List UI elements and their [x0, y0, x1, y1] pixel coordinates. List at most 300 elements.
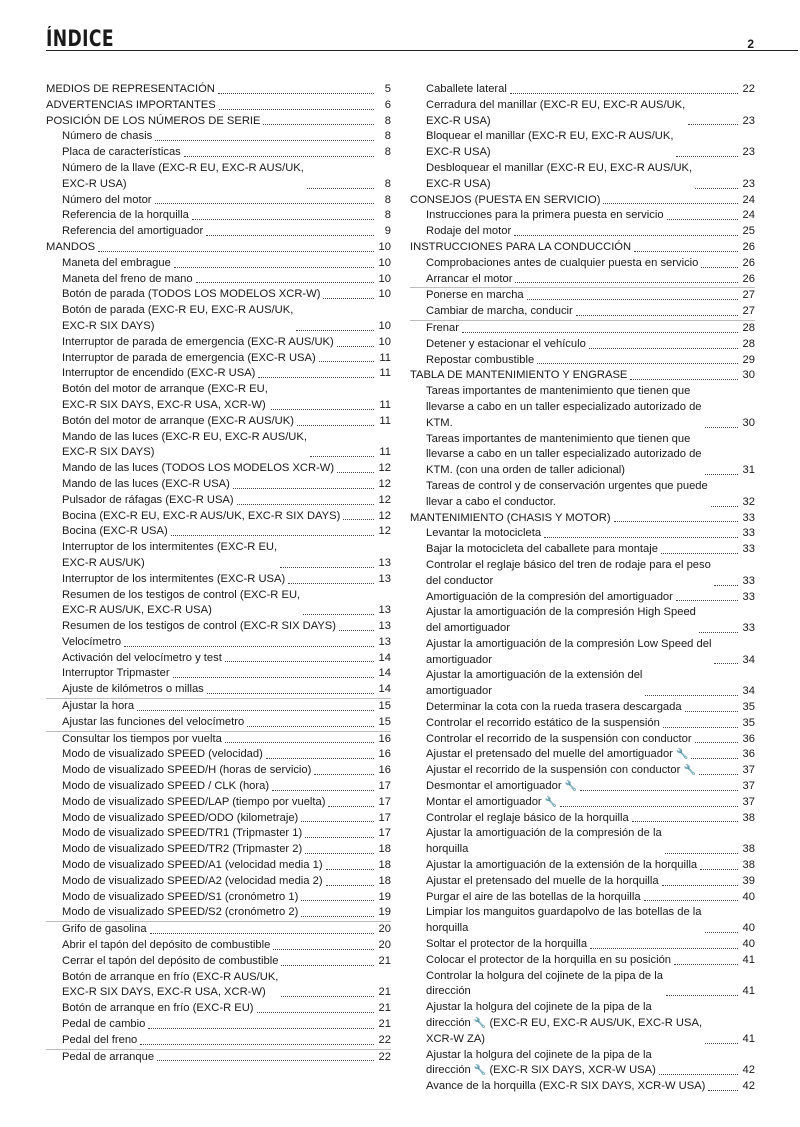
- toc-entry-text: Interruptor Tripmaster: [62, 667, 170, 680]
- toc-entry-text: Ajustar la amortiguación de la compresión de la horquilla: [426, 827, 662, 856]
- toc-entry-page-number: 6: [384, 98, 391, 111]
- toc-entry[interactable]: [46, 224, 391, 240]
- toc-entry-label: [62, 1033, 137, 1049]
- toc-entry[interactable]: [410, 590, 755, 606]
- toc-entry[interactable]: [410, 287, 755, 304]
- toc-entry[interactable]: [46, 351, 391, 367]
- dot-leader: [661, 552, 738, 554]
- toc-entry-text: Controlar el reglaje básico del tren de rodaje para el peso del conductor: [426, 558, 711, 587]
- toc-entry-label: [62, 715, 244, 731]
- toc-entry-page-number: 24: [742, 193, 755, 206]
- toc-entry-text: Interruptor de encendido (EXC-R USA): [62, 367, 256, 380]
- toc-entry[interactable]: [410, 747, 755, 763]
- toc-entry-label: [62, 779, 269, 795]
- toc-entry-label: [426, 1079, 705, 1095]
- dot-leader: [192, 218, 374, 220]
- toc-entry-label: [62, 382, 268, 414]
- toc-entry-page-number: 33: [742, 574, 755, 587]
- toc-entry-label: [62, 366, 255, 382]
- toc-entry-page-number: 26: [742, 256, 755, 269]
- dot-leader: [326, 884, 374, 886]
- toc-entry-text: Pedal de arranque: [62, 1050, 155, 1063]
- toc-entry-page-number: 17: [378, 795, 391, 808]
- toc-entry[interactable]: [46, 698, 391, 715]
- toc-entry[interactable]: [46, 208, 391, 224]
- toc-entry-label: [62, 272, 193, 288]
- toc-entry[interactable]: [410, 716, 755, 732]
- toc-entry[interactable]: [410, 937, 755, 953]
- dot-leader: [173, 676, 374, 678]
- toc-entry[interactable]: [46, 779, 391, 795]
- toc-entry[interactable]: [46, 842, 391, 858]
- toc-entry-page-number: 11: [379, 367, 391, 380]
- toc-entry-label: [426, 668, 642, 700]
- toc-entry-label: [426, 874, 659, 890]
- dot-leader: [301, 899, 374, 901]
- dot-leader: [667, 218, 738, 220]
- toc-entry[interactable]: [410, 858, 755, 874]
- toc-entry[interactable]: [46, 811, 391, 827]
- dot-leader: [301, 820, 374, 822]
- toc-entry-label: [62, 699, 134, 715]
- dot-leader: [196, 281, 374, 283]
- toc-entry-page-number: 37: [742, 780, 755, 793]
- toc-entry-label: [426, 890, 641, 906]
- toc-entry-page-number: 17: [378, 811, 391, 824]
- dot-leader: [337, 471, 374, 473]
- toc-entry-label: [410, 511, 611, 527]
- toc-entry[interactable]: [410, 432, 755, 479]
- toc-entry[interactable]: [410, 637, 755, 669]
- toc-section-entry[interactable]: [410, 240, 755, 256]
- toc-entry[interactable]: [410, 795, 755, 811]
- toc-entry[interactable]: [46, 366, 391, 382]
- toc-entry-page-number: 12: [378, 462, 391, 475]
- toc-entry[interactable]: [46, 763, 391, 779]
- toc-entry-label: [426, 605, 696, 637]
- toc-entry-page-number: 31: [742, 464, 755, 477]
- toc-entry[interactable]: [46, 890, 391, 906]
- toc-entry-page-number: 10: [378, 335, 391, 348]
- toc-entry[interactable]: [46, 938, 391, 954]
- toc-section-entry[interactable]: [46, 240, 391, 256]
- toc-entry-label: [426, 432, 702, 479]
- toc-entry-text: INSTRUCCIONES PARA LA CONDUCCIÓN: [410, 240, 632, 253]
- dot-leader: [305, 852, 374, 854]
- dot-leader: [576, 314, 738, 316]
- toc-entry[interactable]: [46, 430, 391, 462]
- toc-entry-page-number: 16: [378, 748, 391, 761]
- toc-entry[interactable]: [46, 747, 391, 763]
- toc-entry-page-number: 22: [378, 1050, 391, 1063]
- dot-leader: [630, 378, 738, 380]
- toc-entry[interactable]: [46, 129, 391, 145]
- toc-entry-label: [426, 304, 573, 320]
- toc-entry[interactable]: [46, 493, 391, 509]
- toc-entry[interactable]: [410, 304, 755, 320]
- toc-entry-page-number: 8: [384, 193, 391, 206]
- toc-entry-page-number: 16: [378, 764, 391, 777]
- toc-entry-page-number: 22: [378, 1033, 391, 1046]
- toc-entry-text: Cerradura del manillar (EXC-R EU, EXC-R AUS/UK, EXC-R USA): [426, 98, 686, 127]
- toc-entry-text: Cerrar el tapón del depósito de combustible: [62, 954, 279, 967]
- toc-entry[interactable]: [410, 1079, 755, 1095]
- toc-entry[interactable]: [410, 905, 755, 937]
- toc-entry-label: [62, 858, 323, 874]
- toc-entry-page-number: 15: [378, 700, 391, 713]
- toc-entry-page-number: 21: [378, 954, 391, 967]
- toc-section-entry[interactable]: [410, 368, 755, 384]
- toc-entry-label: [62, 335, 334, 351]
- dot-leader: [590, 947, 738, 949]
- toc-entry-label: [62, 256, 171, 272]
- toc-entry-page-number: 41: [742, 953, 755, 966]
- toc-entry-text: Ajustar el pretensado del muelle de la horquilla: [426, 874, 659, 887]
- toc-entry-text: Controlar el recorrido de la suspensión con conductor: [426, 732, 692, 745]
- toc-entry-page-number: 11: [379, 446, 391, 459]
- toc-entry-text: Caballete lateral: [426, 83, 507, 95]
- toc-entry-text: Maneta del embrague: [62, 256, 171, 269]
- toc-entry-page-number: 14: [378, 667, 391, 680]
- toc-entry[interactable]: [410, 161, 755, 193]
- toc-entry-label: [62, 635, 121, 651]
- toc-entry-page-number: 14: [378, 683, 391, 696]
- toc-entry-page-number: 40: [742, 922, 755, 935]
- toc-entry[interactable]: [410, 82, 755, 98]
- toc-entry-page-number: 35: [742, 701, 755, 714]
- toc-entry[interactable]: [410, 1000, 755, 1047]
- toc-entry-text: Modo de visualizado SPEED/TR2 (Tripmaster 2): [62, 843, 303, 856]
- dot-leader: [705, 426, 738, 428]
- toc-entry[interactable]: [46, 795, 391, 811]
- toc-entry-page-number: 23: [742, 114, 755, 127]
- toc-entry-label: [426, 208, 664, 224]
- toc-entry-text: Tareas importantes de mantenimiento que tienen que llevarse a cabo en un taller especializado autorizado de KTM. (con una orden de taller adicional): [426, 432, 702, 477]
- dot-leader: [701, 266, 738, 268]
- toc-entry-label: [426, 129, 673, 161]
- toc-entry-page-number: 32: [742, 495, 755, 508]
- toc-entry[interactable]: [46, 1001, 391, 1017]
- toc-entry-page-number: 33: [742, 527, 755, 540]
- toc-entry[interactable]: [410, 353, 755, 369]
- toc-entry-text: TABLA DE MANTENIMIENTO Y ENGRASE: [410, 369, 628, 382]
- toc-entry-page-number: 10: [378, 256, 391, 269]
- toc-entry[interactable]: [46, 287, 391, 303]
- toc-entry[interactable]: [410, 479, 755, 511]
- toc-entry-text: Modo de visualizado SPEED (velocidad): [62, 748, 263, 761]
- toc-entry[interactable]: [46, 572, 391, 588]
- toc-entry[interactable]: [46, 382, 391, 414]
- toc-entry-label: [426, 747, 688, 763]
- toc-entry[interactable]: [410, 953, 755, 969]
- dot-leader: [272, 789, 374, 791]
- toc-section-entry[interactable]: [410, 511, 755, 527]
- dot-leader: [307, 187, 374, 189]
- toc-entry-text: Comprobaciones antes de cualquier puesta en servicio: [426, 256, 699, 269]
- dot-leader: [560, 805, 738, 807]
- dot-leader: [225, 660, 374, 662]
- toc-entry-text: Ajustar la holgura del cojinete de la pipa de la dirección: [426, 1048, 652, 1077]
- dot-leader: [337, 345, 374, 347]
- toc-entry-text: Botón de arranque en frío (EXC-R AUS/UK, EXC-R SIX DAYS, EXC-R USA, XCR-W): [62, 970, 279, 999]
- dot-leader: [326, 868, 374, 870]
- toc-entry-label: [426, 937, 587, 953]
- toc-entry[interactable]: [46, 193, 391, 209]
- toc-entry-text: Modo de visualizado SPEED/A2 (velocidad media 2): [62, 874, 323, 887]
- page-title: ÍNDICE: [46, 27, 115, 52]
- toc-entry[interactable]: [46, 256, 391, 272]
- toc-entry-label: [62, 732, 222, 748]
- toc-entry-label: [426, 953, 671, 969]
- toc-entry-label: [46, 98, 216, 114]
- toc-entry-text: Número de la llave (EXC-R EU, EXC-R AUS/UK, EXC-R USA): [62, 161, 304, 190]
- toc-entry-text: Tareas importantes de mantenimiento que tienen que llevarse a cabo en un taller especializado autorizado de KTM.: [426, 385, 702, 429]
- toc-entry-text: Controlar la holgura del cojinete de la pipa de la dirección: [426, 969, 663, 998]
- toc-entry[interactable]: [410, 98, 755, 130]
- dot-leader: [705, 1042, 738, 1044]
- toc-entry-page-number: 12: [378, 493, 391, 506]
- toc-entry-page-number: 15: [378, 715, 391, 728]
- toc-entry-label: [426, 826, 662, 858]
- toc-entry-label: [62, 922, 147, 938]
- toc-entry-label: [426, 858, 697, 874]
- toc-entry[interactable]: [410, 272, 755, 288]
- toc-entry-page-number: 33: [742, 543, 755, 556]
- toc-entry[interactable]: [410, 320, 755, 337]
- toc-entry-page-number: 30: [742, 369, 755, 382]
- toc-entry[interactable]: [46, 303, 391, 335]
- toc-entry-label: [62, 874, 323, 890]
- toc-entry-text: Frenar: [426, 321, 459, 334]
- toc-entry[interactable]: [46, 524, 391, 540]
- toc-entry[interactable]: [46, 335, 391, 351]
- toc-entry-text: Tareas de control y de conservación urgentes que puede llevar a cabo el conductor.: [426, 479, 708, 508]
- toc-entry[interactable]: [410, 732, 755, 748]
- toc-entry-page-number: 12: [378, 477, 391, 490]
- page-header: [0, 0, 800, 56]
- dot-leader: [124, 645, 374, 647]
- dot-leader: [140, 1043, 374, 1045]
- toc-entry-page-number: 35: [742, 716, 755, 729]
- toc-entry[interactable]: [46, 970, 391, 1002]
- toc-entry[interactable]: [410, 890, 755, 906]
- toc-entry-page-number: 18: [378, 859, 391, 872]
- toc-entry-text: Consultar los tiempos por vuelta: [62, 732, 222, 745]
- toc-entry[interactable]: [410, 337, 755, 353]
- toc-entry[interactable]: [46, 826, 391, 842]
- toc-entry-label: [426, 288, 524, 304]
- toc-entry-page-number: 18: [378, 874, 391, 887]
- toc-entry-text: Modo de visualizado SPEED / CLK (hora): [62, 780, 270, 793]
- toc-entry-label: [426, 337, 586, 353]
- toc-entry[interactable]: [410, 558, 755, 590]
- toc-section-entry[interactable]: [46, 114, 391, 130]
- toc-entry[interactable]: [410, 1048, 755, 1080]
- toc-entry[interactable]: [46, 635, 391, 651]
- dot-leader: [314, 773, 374, 775]
- toc-entry[interactable]: [46, 651, 391, 667]
- toc-entry[interactable]: [46, 1033, 391, 1049]
- toc-entry-label: [62, 351, 316, 367]
- toc-entry-text: Ajustar la holgura del cojinete de la pipa de la dirección: [426, 1001, 652, 1030]
- toc-entry-text: Modo de visualizado SPEED/S1 (cronómetro 1): [62, 890, 299, 903]
- toc-entry-text: Botón de parada (EXC-R EU, EXC-R AUS/UK, EXC-R SIX DAYS): [62, 304, 294, 332]
- toc-entry-label: [426, 732, 692, 748]
- toc-column-left: [46, 82, 391, 1065]
- toc-entry[interactable]: [410, 668, 755, 700]
- toc-entry-text: Montar el amortiguador: [426, 795, 542, 808]
- toc-entry-text: Placa de características: [62, 146, 181, 159]
- toc-entry-text: Ajustar la amortiguación de la compresión High Speed del amortiguador: [426, 606, 696, 635]
- dot-leader: [705, 931, 738, 933]
- toc-entry-text-continued: (EXC-R EU, EXC-R AUS/UK, EXC-R USA, XCR-W ZA): [426, 1017, 703, 1045]
- toc-entry[interactable]: [46, 477, 391, 493]
- toc-entry[interactable]: [410, 129, 755, 161]
- toc-entry[interactable]: [46, 921, 391, 938]
- toc-entry-label: [62, 1001, 254, 1017]
- dot-leader: [662, 884, 738, 886]
- toc-entry[interactable]: [410, 969, 755, 1001]
- toc-entry[interactable]: [46, 588, 391, 620]
- toc-entry-page-number: 13: [378, 556, 391, 569]
- toc-entry-label: [410, 193, 600, 209]
- toc-entry-text: Activación del velocímetro y test: [62, 651, 222, 664]
- toc-entry-label: [426, 98, 685, 130]
- toc-entry-label: [46, 82, 215, 98]
- dot-leader: [219, 108, 374, 110]
- toc-entry[interactable]: [46, 682, 391, 698]
- toc-entry-page-number: 20: [378, 923, 391, 936]
- toc-entry-page-number: 27: [742, 289, 755, 302]
- dot-leader: [288, 582, 374, 584]
- toc-entry-text: Levantar la motocicleta: [426, 527, 542, 540]
- toc-entry-label: [426, 558, 711, 590]
- toc-entry[interactable]: [46, 666, 391, 682]
- dot-leader: [708, 1089, 738, 1091]
- toc-entry-label: [426, 716, 660, 732]
- dot-leader: [98, 250, 374, 252]
- toc-entry-text: Mando de las luces (EXC-R EU, EXC-R AUS/UK, EXC-R SIX DAYS): [62, 430, 307, 459]
- dot-leader: [258, 376, 374, 378]
- toc-entry-page-number: 30: [742, 416, 755, 429]
- toc-entry-page-number: 38: [742, 811, 755, 824]
- toc-entry-label: [426, 763, 696, 779]
- toc-entry-text: Purgar el aire de las botellas de la horquilla: [426, 890, 641, 903]
- toc-entry-page-number: 21: [378, 1018, 391, 1031]
- dot-leader: [537, 362, 738, 364]
- toc-entry[interactable]: [46, 145, 391, 161]
- toc-entry[interactable]: [46, 954, 391, 970]
- dot-leader: [544, 536, 738, 538]
- toc-entry[interactable]: [46, 509, 391, 525]
- toc-entry-label: [426, 256, 698, 272]
- toc-entry[interactable]: [410, 779, 755, 795]
- toc-entry-label: [46, 240, 95, 256]
- toc-entry[interactable]: [410, 224, 755, 240]
- toc-section-entry[interactable]: [46, 82, 391, 98]
- toc-entry-page-number: 13: [378, 620, 391, 633]
- toc-entry[interactable]: [410, 256, 755, 272]
- toc-entry-label: [426, 479, 708, 511]
- toc-entry[interactable]: [410, 384, 755, 431]
- toc-entry[interactable]: [410, 874, 755, 890]
- toc-entry-label: [62, 193, 152, 209]
- toc-entry[interactable]: [410, 208, 755, 224]
- dot-leader: [674, 963, 738, 965]
- toc-entry-label: [62, 826, 302, 842]
- toc-entry[interactable]: [46, 1017, 391, 1033]
- toc-entry[interactable]: [410, 542, 755, 558]
- toc-entry-text: Botón de parada (TODOS LOS MODELOS XCR-W): [62, 288, 321, 301]
- dot-leader: [589, 347, 738, 349]
- toc-entry-page-number: 12: [378, 509, 391, 522]
- toc-entry[interactable]: [46, 858, 391, 874]
- toc-entry[interactable]: [410, 826, 755, 858]
- toc-entry[interactable]: [46, 272, 391, 288]
- toc-entry[interactable]: [46, 731, 391, 748]
- toc-entry-text: Ajustar el recorrido de la suspensión con conductor: [426, 764, 681, 777]
- toc-entry-text: Bajar la motocicleta del caballete para montaje: [426, 543, 658, 556]
- toc-entry-label: [62, 493, 234, 509]
- toc-entry-page-number: 17: [378, 780, 391, 793]
- toc-entry[interactable]: [46, 874, 391, 890]
- toc-entry[interactable]: [410, 700, 755, 716]
- toc-section-entry[interactable]: [410, 193, 755, 209]
- dot-leader: [699, 773, 738, 775]
- toc-entry-page-number: 28: [742, 321, 755, 334]
- toc-entry-text: Determinar la cota con la rueda trasera descargada: [426, 701, 682, 714]
- toc-entry[interactable]: [46, 461, 391, 477]
- toc-section-entry[interactable]: [46, 98, 391, 114]
- page-number: 2: [747, 37, 754, 51]
- toc-entry-page-number: 36: [742, 732, 755, 745]
- toc-entry-page-number: 34: [742, 653, 755, 666]
- toc-entry-text: Número del motor: [62, 193, 152, 206]
- toc-entry-text: Pedal del freno: [62, 1033, 138, 1046]
- toc-entry-page-number: 40: [742, 890, 755, 903]
- toc-entry[interactable]: [46, 540, 391, 572]
- toc-entry[interactable]: [410, 605, 755, 637]
- dot-leader: [676, 155, 738, 157]
- toc-entry-page-number: 13: [378, 572, 391, 585]
- toc-entry[interactable]: [46, 715, 391, 731]
- toc-entry[interactable]: [410, 526, 755, 542]
- toc-entry[interactable]: [46, 619, 391, 635]
- toc-entry[interactable]: [46, 161, 391, 193]
- wrench-icon: 🔧: [683, 765, 696, 777]
- toc-entry-text: Ajustar la amortiguación de la compresión Low Speed del amortiguador: [426, 637, 712, 666]
- dot-leader: [665, 852, 738, 854]
- toc-entry-text: Desmontar el amortiguador: [426, 780, 562, 793]
- toc-entry-label: [426, 1048, 656, 1080]
- toc-entry-text: Cambiar de marcha, conducir: [426, 305, 573, 318]
- toc-entry-page-number: 33: [742, 590, 755, 603]
- toc-entry[interactable]: [46, 1049, 391, 1066]
- toc-entry-text: Interruptor de parada de emergencia (EXC-R USA): [62, 351, 316, 364]
- toc-entry[interactable]: [410, 811, 755, 827]
- toc-entry-text: Ponerse en marcha: [426, 289, 524, 302]
- toc-entry-text: Maneta del freno de mano: [62, 272, 193, 285]
- toc-entry-page-number: 5: [384, 83, 391, 95]
- toc-entry[interactable]: [410, 763, 755, 779]
- dot-leader: [666, 994, 738, 996]
- toc-entry[interactable]: [46, 905, 391, 921]
- toc-entry[interactable]: [46, 414, 391, 430]
- header-divider: [46, 50, 798, 51]
- toc-entry-label: [426, 224, 511, 240]
- dot-leader: [233, 487, 374, 489]
- dot-leader: [281, 995, 374, 997]
